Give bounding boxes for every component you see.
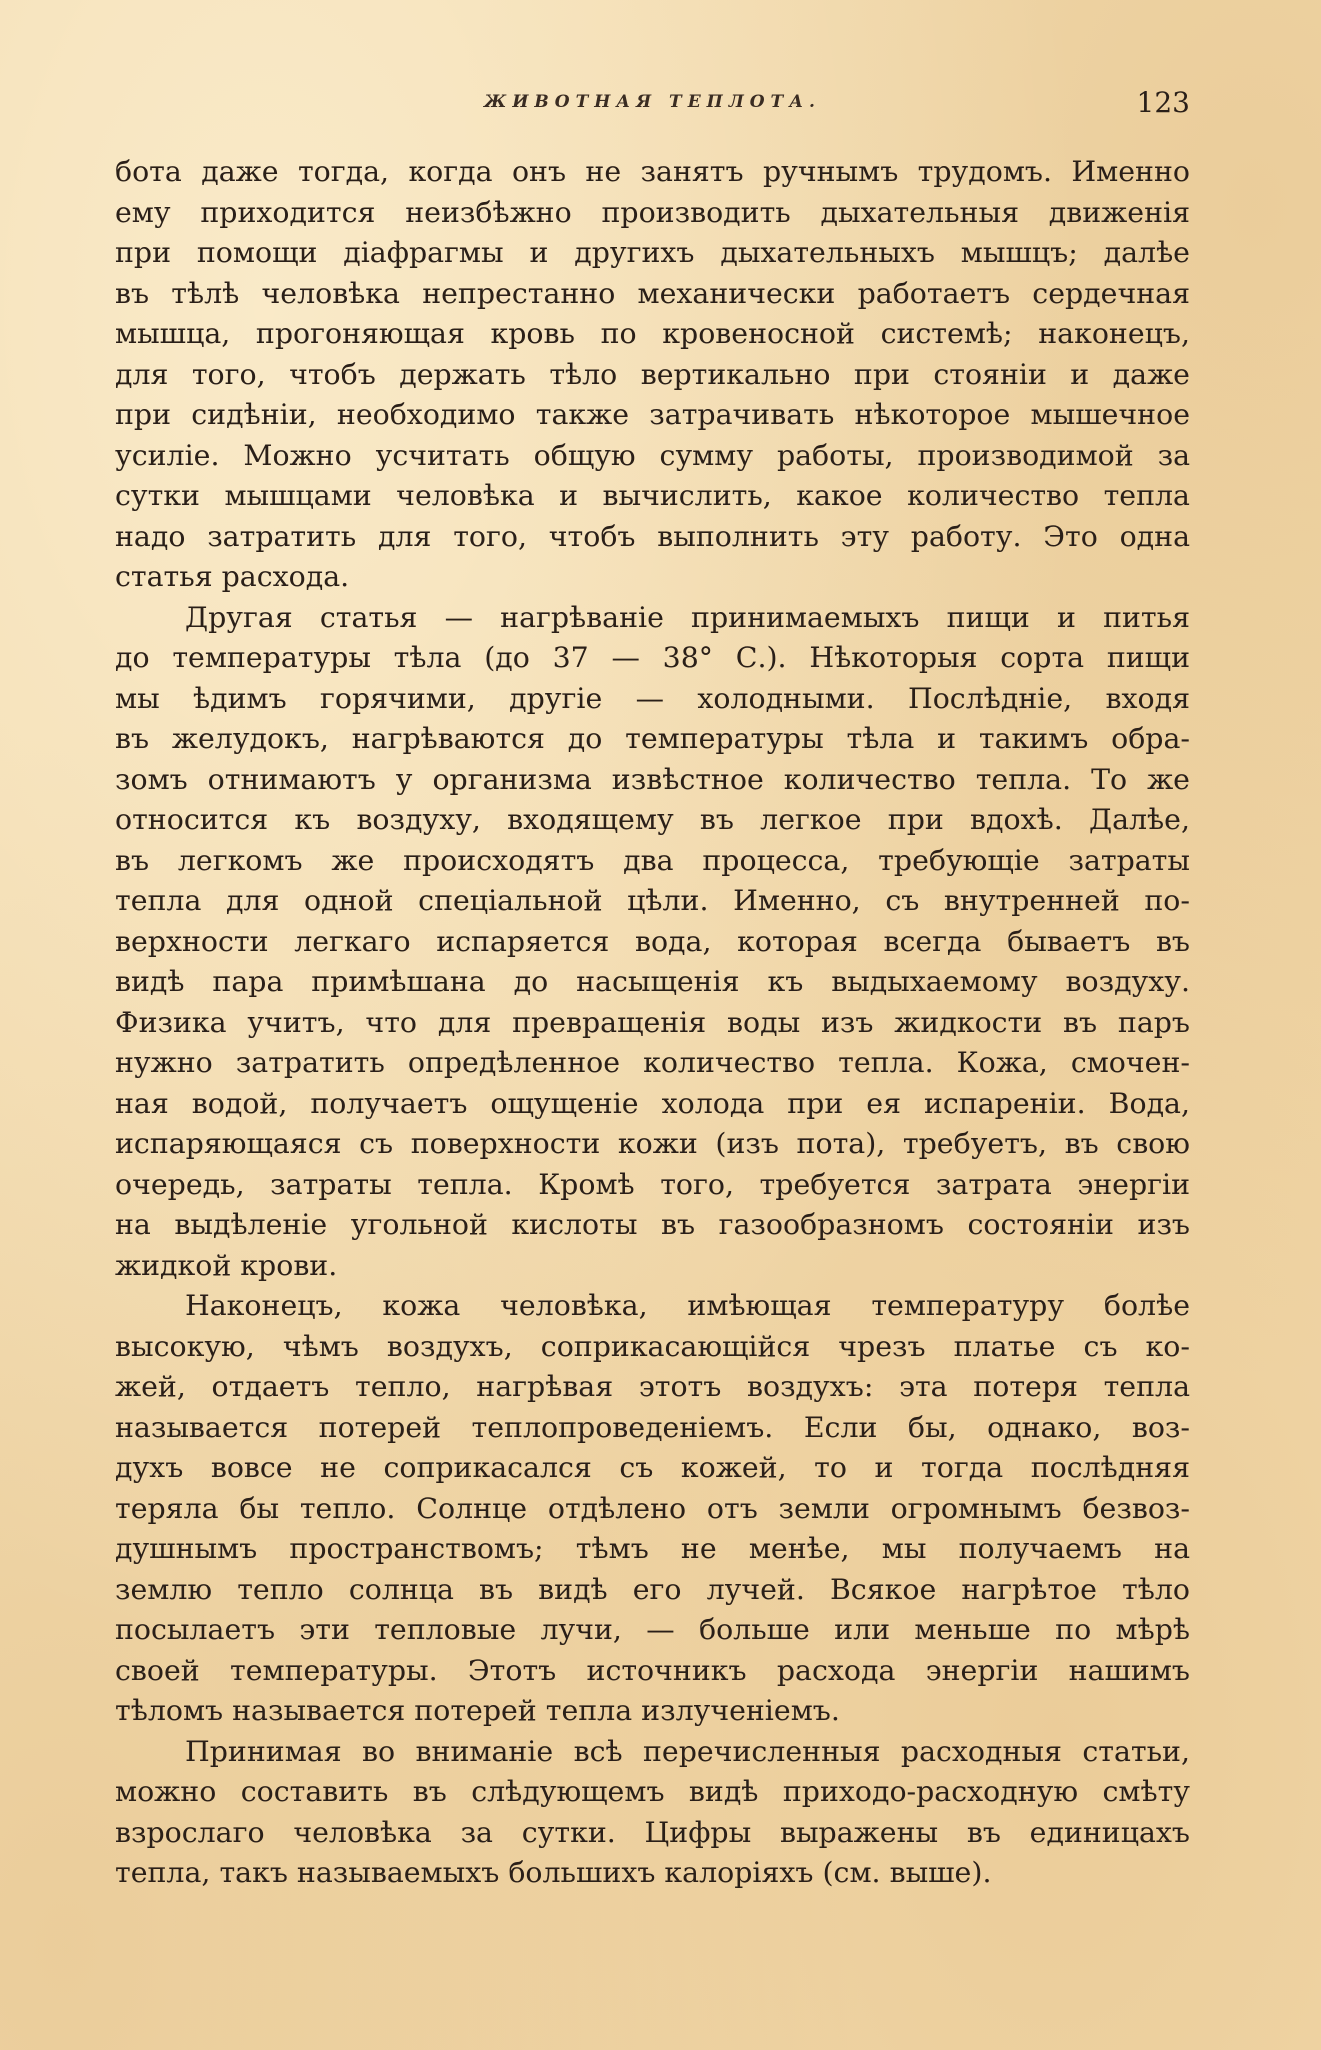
text-line: ему приходится неизбѣжно производить дыхательныя движенія — [115, 195, 1190, 229]
text-line: своей температуры. Этотъ источникъ расхода энергіи нашимъ — [115, 1653, 1190, 1687]
text-line: въ тѣлѣ человѣка непрестанно механически работаетъ сердечная — [115, 276, 1190, 310]
text-line: посылаетъ эти тепловые лучи, — больше или меньше по мѣрѣ — [115, 1613, 1190, 1646]
paragraph-1 — [115, 152, 1190, 598]
text-line: высокую, чѣмъ воздухъ, соприкасающійся чрезъ платье съ ко- — [115, 1329, 1190, 1363]
text-line: статья расхода. — [115, 560, 350, 593]
text-line: до температуры тѣла (до 37 — 38° С.). Нѣкоторыя сорта пищи — [115, 641, 1190, 674]
text-line: теряла бы тепло. Солнце отдѣлено отъ земли огромнымъ безвоз- — [115, 1491, 1190, 1525]
paragraph-2 — [115, 598, 1190, 1287]
text-line: тепла для одной спеціальной цѣли. Именно, съ внутренней по- — [115, 884, 1190, 917]
text-line: испаряющаяся съ поверхности кожи (изъ пота), требуетъ, въ свою — [115, 1127, 1190, 1160]
text-line: въ легкомъ же происходятъ два процесса, требующіе затраты — [115, 843, 1190, 877]
text-line: ная водой, получаетъ ощущеніе холода при ея испареніи. Вода, — [115, 1086, 1190, 1120]
text-line: духъ вовсе не соприкасался съ кожей, то и тогда послѣдняя — [115, 1451, 1190, 1484]
page-header — [115, 78, 1190, 126]
text-line: видѣ пара примѣшана до насыщенія къ выдыхаемому воздуху. — [115, 965, 1190, 998]
running-title: ЖИВОТНАЯ ТЕПЛОТА. — [484, 92, 821, 112]
text-line: жидкой крови. — [115, 1248, 338, 1282]
text-line: при помощи діафрагмы и другихъ дыхательныхъ мышцъ; далѣе — [115, 236, 1190, 269]
text-line: Другая статья — нагрѣваніе принимаемыхъ пищи и питья — [185, 600, 1190, 634]
page-number: 123 — [1136, 86, 1190, 119]
body-text — [115, 152, 1190, 1894]
text-line: мы ѣдимъ горячими, другіе — холодными. Послѣдніе, входя — [115, 681, 1190, 715]
text-line: землю тепло солнца въ видѣ его лучей. Всякое нагрѣтое тѣло — [115, 1572, 1190, 1606]
text-line: мышца, прогоняющая кровь по кровеносной системѣ; наконецъ, — [115, 317, 1190, 350]
text-line: относится къ воздуху, входящему въ легкое при вдохѣ. Далѣе, — [115, 803, 1190, 836]
text-line: надо затратить для того, чтобъ выполнить эту работу. Это одна — [115, 519, 1190, 553]
text-line: сутки мышцами человѣка и вычислить, какое количество тепла — [115, 479, 1190, 512]
paragraph-3 — [115, 1286, 1190, 1732]
text-line: нужно затратить опредѣленное количество тепла. Кожа, смочен- — [115, 1046, 1190, 1079]
text-line: при сидѣніи, необходимо также затрачивать нѣкоторое мышечное — [115, 398, 1190, 431]
text-line: очередь, затраты тепла. Кромѣ того, требуется затрата энергіи — [115, 1167, 1190, 1201]
text-line: тѣломъ называется потерей тепла излученіемъ. — [115, 1694, 840, 1727]
text-line: называется потерей теплопроведеніемъ. Если бы, однако, воз- — [115, 1410, 1190, 1444]
text-line: верхности легкаго испаряется вода, которая всегда бываетъ въ — [115, 924, 1190, 958]
text-line: взрослаго человѣка за сутки. Цифры выражены въ единицахъ — [115, 1815, 1190, 1849]
text-line: жей, отдаетъ тепло, нагрѣвая этотъ воздухъ: эта потеря тепла — [115, 1370, 1190, 1403]
text-line: душнымъ пространствомъ; тѣмъ не менѣе, мы получаемъ на — [115, 1532, 1190, 1565]
text-line: въ желудокъ, нагрѣваются до температуры тѣла и такимъ обра- — [115, 722, 1190, 755]
paragraph-4 — [115, 1732, 1190, 1894]
book-page — [115, 78, 1190, 1894]
text-line: на выдѣленіе угольной кислоты въ газообразномъ состояніи изъ — [115, 1208, 1190, 1241]
text-line: Физика учитъ, что для превращенія воды изъ жидкости въ паръ — [115, 1005, 1190, 1039]
text-line: для того, чтобъ держать тѣло вертикально при стояніи и даже — [115, 357, 1190, 391]
text-line: бота даже тогда, когда онъ не занятъ ручнымъ трудомъ. Именно — [115, 155, 1190, 188]
text-line: зомъ отнимаютъ у организма извѣстное количество тепла. То же — [115, 762, 1190, 796]
text-line: Принимая во вниманіе всѣ перечисленныя расходныя статьи, — [185, 1734, 1190, 1768]
text-line: усиліе. Можно усчитать общую сумму работы, производимой за — [115, 438, 1190, 472]
text-line: можно составить въ слѣдующемъ видѣ приходо-расходную смѣту — [115, 1775, 1190, 1808]
text-line: Наконецъ, кожа человѣка, имѣющая температуру болѣе — [185, 1289, 1190, 1322]
text-line: тепла, такъ называемыхъ большихъ калоріяхъ (см. выше). — [115, 1856, 992, 1889]
